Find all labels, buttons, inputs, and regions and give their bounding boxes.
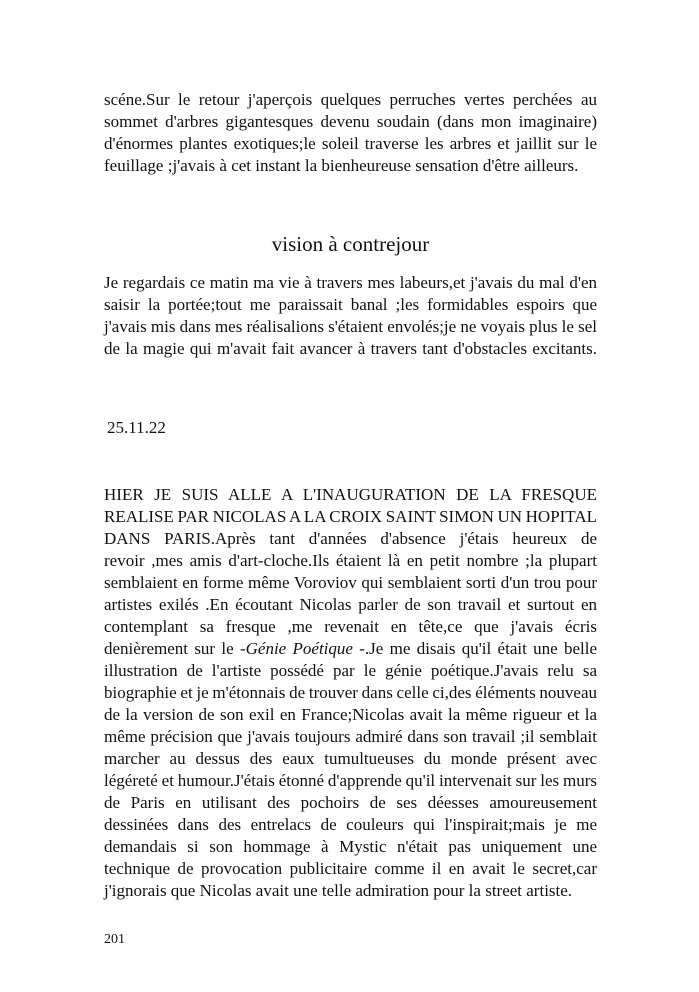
text-line: revoir ,mes amis d'art-cloche.Ils étaient là en petit nombre ;la plupart	[104, 551, 597, 570]
text-line: feuillage ;j'avais à cet instant la bienheureuse sensation d'être ailleurs.	[104, 156, 579, 175]
text-line: légéreté et humour.J'étais étonné d'apprende qu'il intervenait sur les murs	[104, 771, 597, 790]
entry-date: 25.11.22	[107, 418, 166, 437]
text-line-with-italic	[104, 638, 597, 660]
text-segment: .Je me disais qu'il était une belle	[364, 639, 597, 658]
italic-title: -Génie Poétique -	[239, 639, 365, 658]
text-line: de Paris en utilisant des pochoirs de ses déesses amoureusement	[104, 793, 597, 812]
text-line: Je regardais ce matin ma vie à travers mes labeurs,et j'avais du mal d'en	[104, 273, 597, 292]
paragraph-3	[104, 484, 597, 902]
text-segment: denièrement sur le	[104, 639, 240, 658]
text-line: scéne.Sur le retour j'aperçois quelques perruches vertes perchées au	[104, 90, 597, 109]
text-line: sommet d'arbres gigantesques devenu soudain (dans mon imaginaire)	[104, 112, 597, 131]
text-line: technique de provocation publicitaire comme il en avait le secret,car	[104, 859, 597, 878]
text-line: artistes exilés .En écoutant Nicolas parler de son travail et surtout en	[104, 595, 597, 614]
text-line: j'avais mis dans mes réalisalions s'étaient envolés;je ne voyais plus le sel	[104, 317, 597, 336]
text-line: marcher au dessus des eaux tumultueuses du monde présent avec	[104, 749, 597, 768]
text-line: de la magie qui m'avait fait avancer à travers tant d'obstacles excitants.	[104, 339, 597, 358]
text-line: j'ignorais que Nicolas avait une telle admiration pour la street artiste.	[104, 881, 573, 900]
text-line: saisir la portée;tout me paraissait banal ;les formidables espoirs que	[104, 295, 597, 314]
page-number: 201	[104, 932, 125, 947]
text-line: de la version de son exil en France;Nicolas avait la même rigueur et la	[104, 705, 597, 724]
text-line: REALISE PAR NICOLAS A LA CROIX SAINT SIMON UN HOPITAL	[104, 507, 597, 526]
text-line: biographie et je m'étonnais de trouver dans celle ci,des éléments nouveau	[104, 683, 597, 702]
text-line: DANS PARIS.Après tant d'années d'absence j'étais heureux de	[104, 529, 597, 548]
text-line: contemplant sa fresque ,me revenait en tête,ce que j'avais écris	[104, 617, 597, 636]
section-title	[104, 230, 597, 258]
text-line: d'énormes plantes exotiques;le soleil traverse les arbres et jaillit sur le	[104, 134, 597, 153]
text-line: même précision que j'avais toujours admiré dans son travail ;il semblait	[104, 727, 597, 746]
text-line: semblaient en forme même Voroviov qui semblaient sorti d'un trou pour	[104, 573, 597, 592]
text-line: illustration de l'artiste possédé par le génie poétique.J'avais relu sa	[104, 661, 597, 680]
text-line: HIER JE SUIS ALLE A L'INAUGURATION DE LA FRESQUE	[104, 485, 597, 504]
paragraph-2	[104, 272, 597, 360]
text-line: demandais si son hommage à Mystic n'était pas uniquement une	[104, 837, 597, 856]
section-title-text: vision à contrejour	[271, 232, 430, 256]
paragraph-1	[104, 89, 597, 177]
text-line: dessinées dans des entrelacs de couleurs qui l'inspirait;mais je me	[104, 815, 597, 834]
